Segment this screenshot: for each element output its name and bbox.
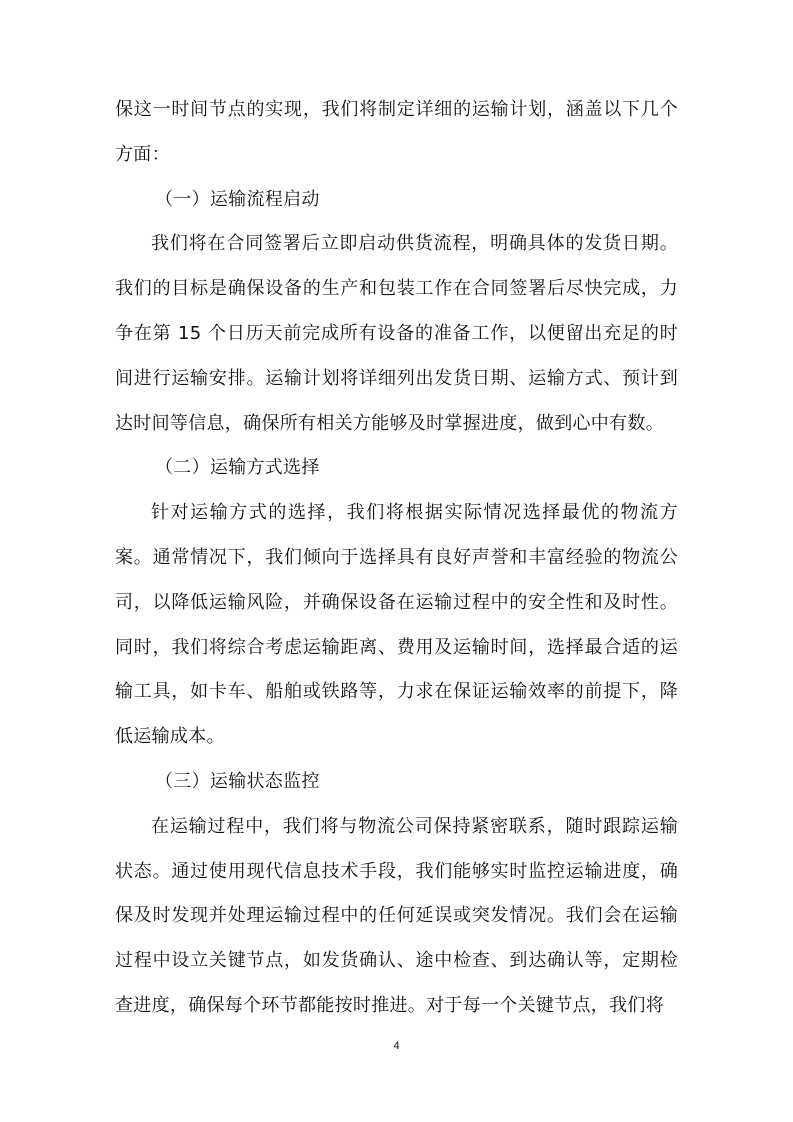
document-body (115, 88, 678, 1029)
paragraph-transport-monitoring: 在运输过程中，我们将与物流公司保持紧密联系，随时跟踪运输状态。通过使用现代信息技术手段，我们能够实时监控运输进度，确保及时发现并处理运输过程中的任何延误或突发情况。我们会在运输过程中设立关键节点，如发货确认、途中检查、到达确认等，定期检查进度，确保每个环节都能按时推进。对于每一个关键节点，我们将 (115, 815, 678, 1016)
page-number: 4 (393, 1040, 400, 1052)
paragraph-transport-start: 我们将在合同签署后立即启动供货流程，明确具体的发货日期。我们的目标是确保设备的生产和包装工作在合同签署后尽快完成，力争在第 15 个日历天前完成所有设备的准备工作，以便留出充足的时间进行运输安排。运输计划将详细列出发货日期、运输方式、预计到达时间等信息，确保所有相关方能够及时掌握进度，做到心中有数。 (115, 233, 678, 434)
section-heading-1: （一）运输流程启动 (155, 188, 320, 210)
section-heading-2: （二）运输方式选择 (155, 457, 320, 479)
section-heading-3: （三）运输状态监控 (155, 770, 320, 792)
paragraph-continued: 保这一时间节点的实现，我们将制定详细的运输计划，涵盖以下几个方面： (115, 99, 678, 165)
paragraph-transport-mode: 针对运输方式的选择，我们将根据实际情况选择最优的物流方案。通常情况下，我们倾向于选择具有良好声誉和丰富经验的物流公司，以降低运输风险，并确保设备在运输过程中的安全性和及时性。同时，我们将综合考虑运输距离、费用及运输时间，选择最合适的运输工具，如卡车、船舶或铁路等，力求在保证运输效率的前提下，降低运输成本。 (115, 502, 678, 748)
